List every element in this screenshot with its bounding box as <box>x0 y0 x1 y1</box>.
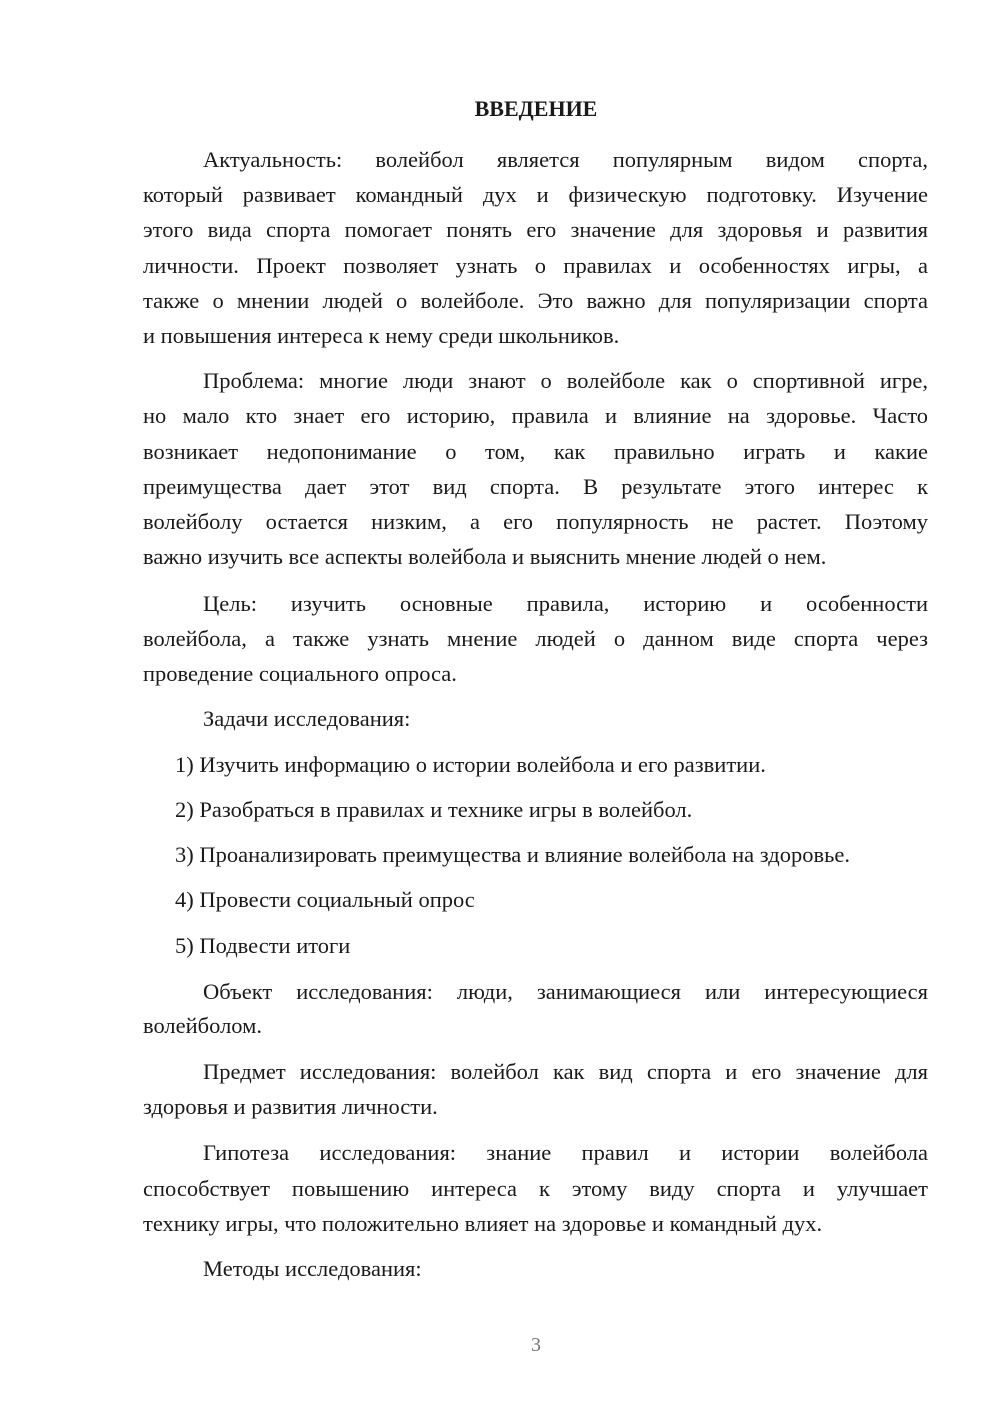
paragraph-line: важно изучить все аспекты волейбола и выяснить мнение людей о нем. <box>143 544 827 569</box>
paragraph-line: Предмет исследования: волейбол как вид спорта и его значение для <box>203 1059 928 1084</box>
paragraph-line: способствует повышению интереса к этому виду спорта и улучшает <box>143 1176 928 1201</box>
task-list-item: 4) Провести социальный опрос <box>175 887 475 912</box>
paragraph-line: также о мнении людей о волейболе. Это важно для популяризации спорта <box>143 288 928 313</box>
paragraph-line: который развивает командный дух и физическую подготовку. Изучение <box>143 182 928 207</box>
paragraph-line: проведение социального опроса. <box>143 661 457 686</box>
task-list-item: 2) Разобраться в правилах и технике игры в волейбол. <box>175 797 693 822</box>
task-list-item: 5) Подвести итоги <box>175 933 351 958</box>
task-list-item: 1) Изучить информацию о истории волейбола и его развитии. <box>175 752 766 777</box>
paragraph-line: возникает недопонимание о том, как правильно играть и какие <box>143 439 928 464</box>
paragraph-line: волейболу остается низким, а его популярность не растет. Поэтому <box>143 509 928 534</box>
paragraph-line: преимущества дает этот вид спорта. В результате этого интерес к <box>143 474 928 499</box>
paragraph-line: Цель: изучить основные правила, историю и особенности <box>203 591 928 616</box>
paragraph-line: Проблема: многие люди знают о волейболе как о спортивной игре, <box>203 368 928 393</box>
task-list-item: 3) Проанализировать преимущества и влияние волейбола на здоровье. <box>175 842 850 867</box>
paragraph-line: Задачи исследования: <box>203 706 411 731</box>
paragraph-line: Методы исследования: <box>203 1256 422 1281</box>
paragraph-line: личности. Проект позволяет узнать о правилах и особенностях игры, а <box>143 253 928 278</box>
paragraph-line: здоровья и развития личности. <box>143 1094 438 1119</box>
paragraph-line: этого вида спорта помогает понять его значение для здоровья и развития <box>143 217 928 242</box>
section-title: ВВЕДЕНИЕ <box>474 96 598 121</box>
paragraph-line: Гипотеза исследования: знание правил и истории волейбола <box>203 1140 928 1165</box>
paragraph-line: Объект исследования: люди, занимающиеся или интересующиеся <box>203 979 928 1004</box>
paragraph-line: технику игры, что положительно влияет на здоровье и командный дух. <box>143 1211 823 1236</box>
paragraph-line: волейбола, а также узнать мнение людей о данном виде спорта через <box>143 626 928 651</box>
page-number: 3 <box>531 1334 541 1356</box>
paragraph-line: и повышения интереса к нему среди школьников. <box>143 323 620 348</box>
paragraph-line: но мало кто знает его историю, правила и влияние на здоровье. Часто <box>143 403 928 428</box>
paragraph-line: волейболом. <box>143 1013 262 1038</box>
paragraph-line: Актуальность: волейбол является популярным видом спорта, <box>203 147 928 172</box>
